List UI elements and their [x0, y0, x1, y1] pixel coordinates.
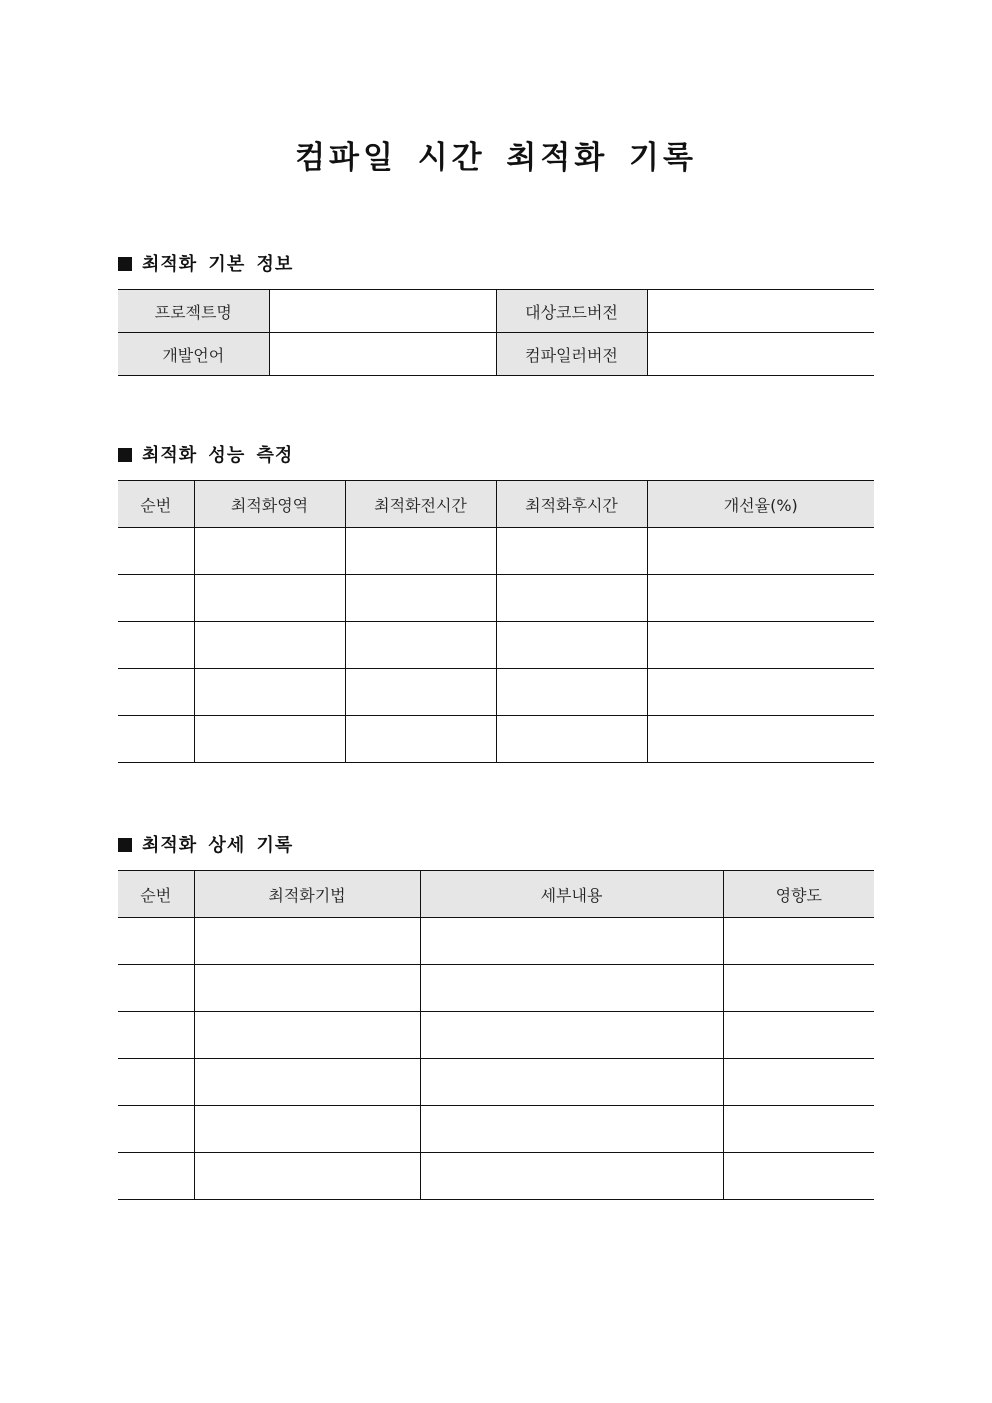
table-cell[interactable] [194, 1153, 420, 1200]
table-cell[interactable] [118, 1153, 194, 1200]
column-header: 최적화영역 [194, 481, 345, 528]
table-cell[interactable] [194, 528, 345, 575]
section-heading-label: 최적화 성능 측정 [142, 445, 294, 466]
table-cell[interactable] [118, 918, 194, 965]
table-cell[interactable] [118, 716, 194, 763]
table-cell[interactable] [118, 965, 194, 1012]
dev-language-label: 개발언어 [118, 333, 269, 376]
table-row [118, 1012, 874, 1059]
table-cell[interactable] [647, 575, 874, 622]
table-cell[interactable] [723, 918, 874, 965]
table-cell[interactable] [496, 622, 647, 669]
square-bullet-icon [118, 448, 132, 462]
table-cell[interactable] [723, 1106, 874, 1153]
table-cell[interactable] [420, 1153, 723, 1200]
table-cell[interactable] [420, 1059, 723, 1106]
table-cell[interactable] [647, 669, 874, 716]
table-row [118, 290, 874, 333]
table-row [118, 965, 874, 1012]
table-cell[interactable] [647, 716, 874, 763]
table-cell[interactable] [647, 528, 874, 575]
table-cell[interactable] [345, 622, 496, 669]
table-cell[interactable] [496, 575, 647, 622]
table-cell[interactable] [420, 965, 723, 1012]
column-header: 최적화전시간 [345, 481, 496, 528]
table-cell[interactable] [647, 622, 874, 669]
table-row [118, 528, 874, 575]
table-cell[interactable] [345, 575, 496, 622]
performance-table [118, 480, 874, 763]
table-row [118, 716, 874, 763]
table-cell[interactable] [496, 528, 647, 575]
table-cell[interactable] [345, 716, 496, 763]
column-header: 최적화후시간 [496, 481, 647, 528]
table-row [118, 918, 874, 965]
target-code-version-field[interactable] [647, 290, 874, 333]
project-name-field[interactable] [269, 290, 496, 333]
column-header: 영향도 [723, 871, 874, 918]
table-cell[interactable] [420, 1012, 723, 1059]
page-title: 컴파일 시간 최적화 기록 [295, 140, 697, 176]
table-cell[interactable] [194, 1106, 420, 1153]
target-code-version-label: 대상코드버전 [496, 290, 647, 333]
table-cell[interactable] [194, 918, 420, 965]
table-row [118, 669, 874, 716]
table-cell[interactable] [420, 918, 723, 965]
column-header: 순번 [118, 871, 194, 918]
table-cell[interactable] [194, 716, 345, 763]
square-bullet-icon [118, 257, 132, 271]
section-heading-details [118, 833, 293, 859]
table-header-row [118, 871, 874, 918]
dev-language-field[interactable] [269, 333, 496, 376]
table-row [118, 1059, 874, 1106]
table-cell[interactable] [118, 1106, 194, 1153]
column-header: 개선율(%) [647, 481, 874, 528]
section-heading-label: 최적화 상세 기록 [142, 835, 294, 856]
table-row [118, 1106, 874, 1153]
table-row [118, 575, 874, 622]
table-row [118, 622, 874, 669]
table-cell[interactable] [118, 1059, 194, 1106]
table-cell[interactable] [723, 1012, 874, 1059]
basic-info-table [118, 289, 874, 376]
compiler-version-label: 컴파일러버전 [496, 333, 647, 376]
column-header: 최적화기법 [194, 871, 420, 918]
table-cell[interactable] [118, 1012, 194, 1059]
table-cell[interactable] [194, 965, 420, 1012]
table-header-row [118, 481, 874, 528]
table-cell[interactable] [345, 669, 496, 716]
column-header: 순번 [118, 481, 194, 528]
project-name-label: 프로젝트명 [118, 290, 269, 333]
table-cell[interactable] [723, 965, 874, 1012]
table-cell[interactable] [496, 669, 647, 716]
table-row [118, 333, 874, 376]
table-cell[interactable] [194, 1012, 420, 1059]
column-header: 세부내용 [420, 871, 723, 918]
table-row [118, 1153, 874, 1200]
table-cell[interactable] [496, 716, 647, 763]
section-heading-performance [118, 443, 293, 469]
table-cell[interactable] [345, 528, 496, 575]
square-bullet-icon [118, 838, 132, 852]
table-cell[interactable] [194, 669, 345, 716]
table-cell[interactable] [723, 1059, 874, 1106]
table-cell[interactable] [194, 1059, 420, 1106]
section-heading-basic-info [118, 252, 293, 278]
table-cell[interactable] [723, 1153, 874, 1200]
table-cell[interactable] [118, 669, 194, 716]
section-heading-label: 최적화 기본 정보 [142, 254, 294, 275]
compiler-version-field[interactable] [647, 333, 874, 376]
table-cell[interactable] [118, 622, 194, 669]
table-cell[interactable] [420, 1106, 723, 1153]
table-cell[interactable] [194, 622, 345, 669]
details-table [118, 870, 874, 1200]
table-cell[interactable] [118, 575, 194, 622]
table-cell[interactable] [118, 528, 194, 575]
table-cell[interactable] [194, 575, 345, 622]
